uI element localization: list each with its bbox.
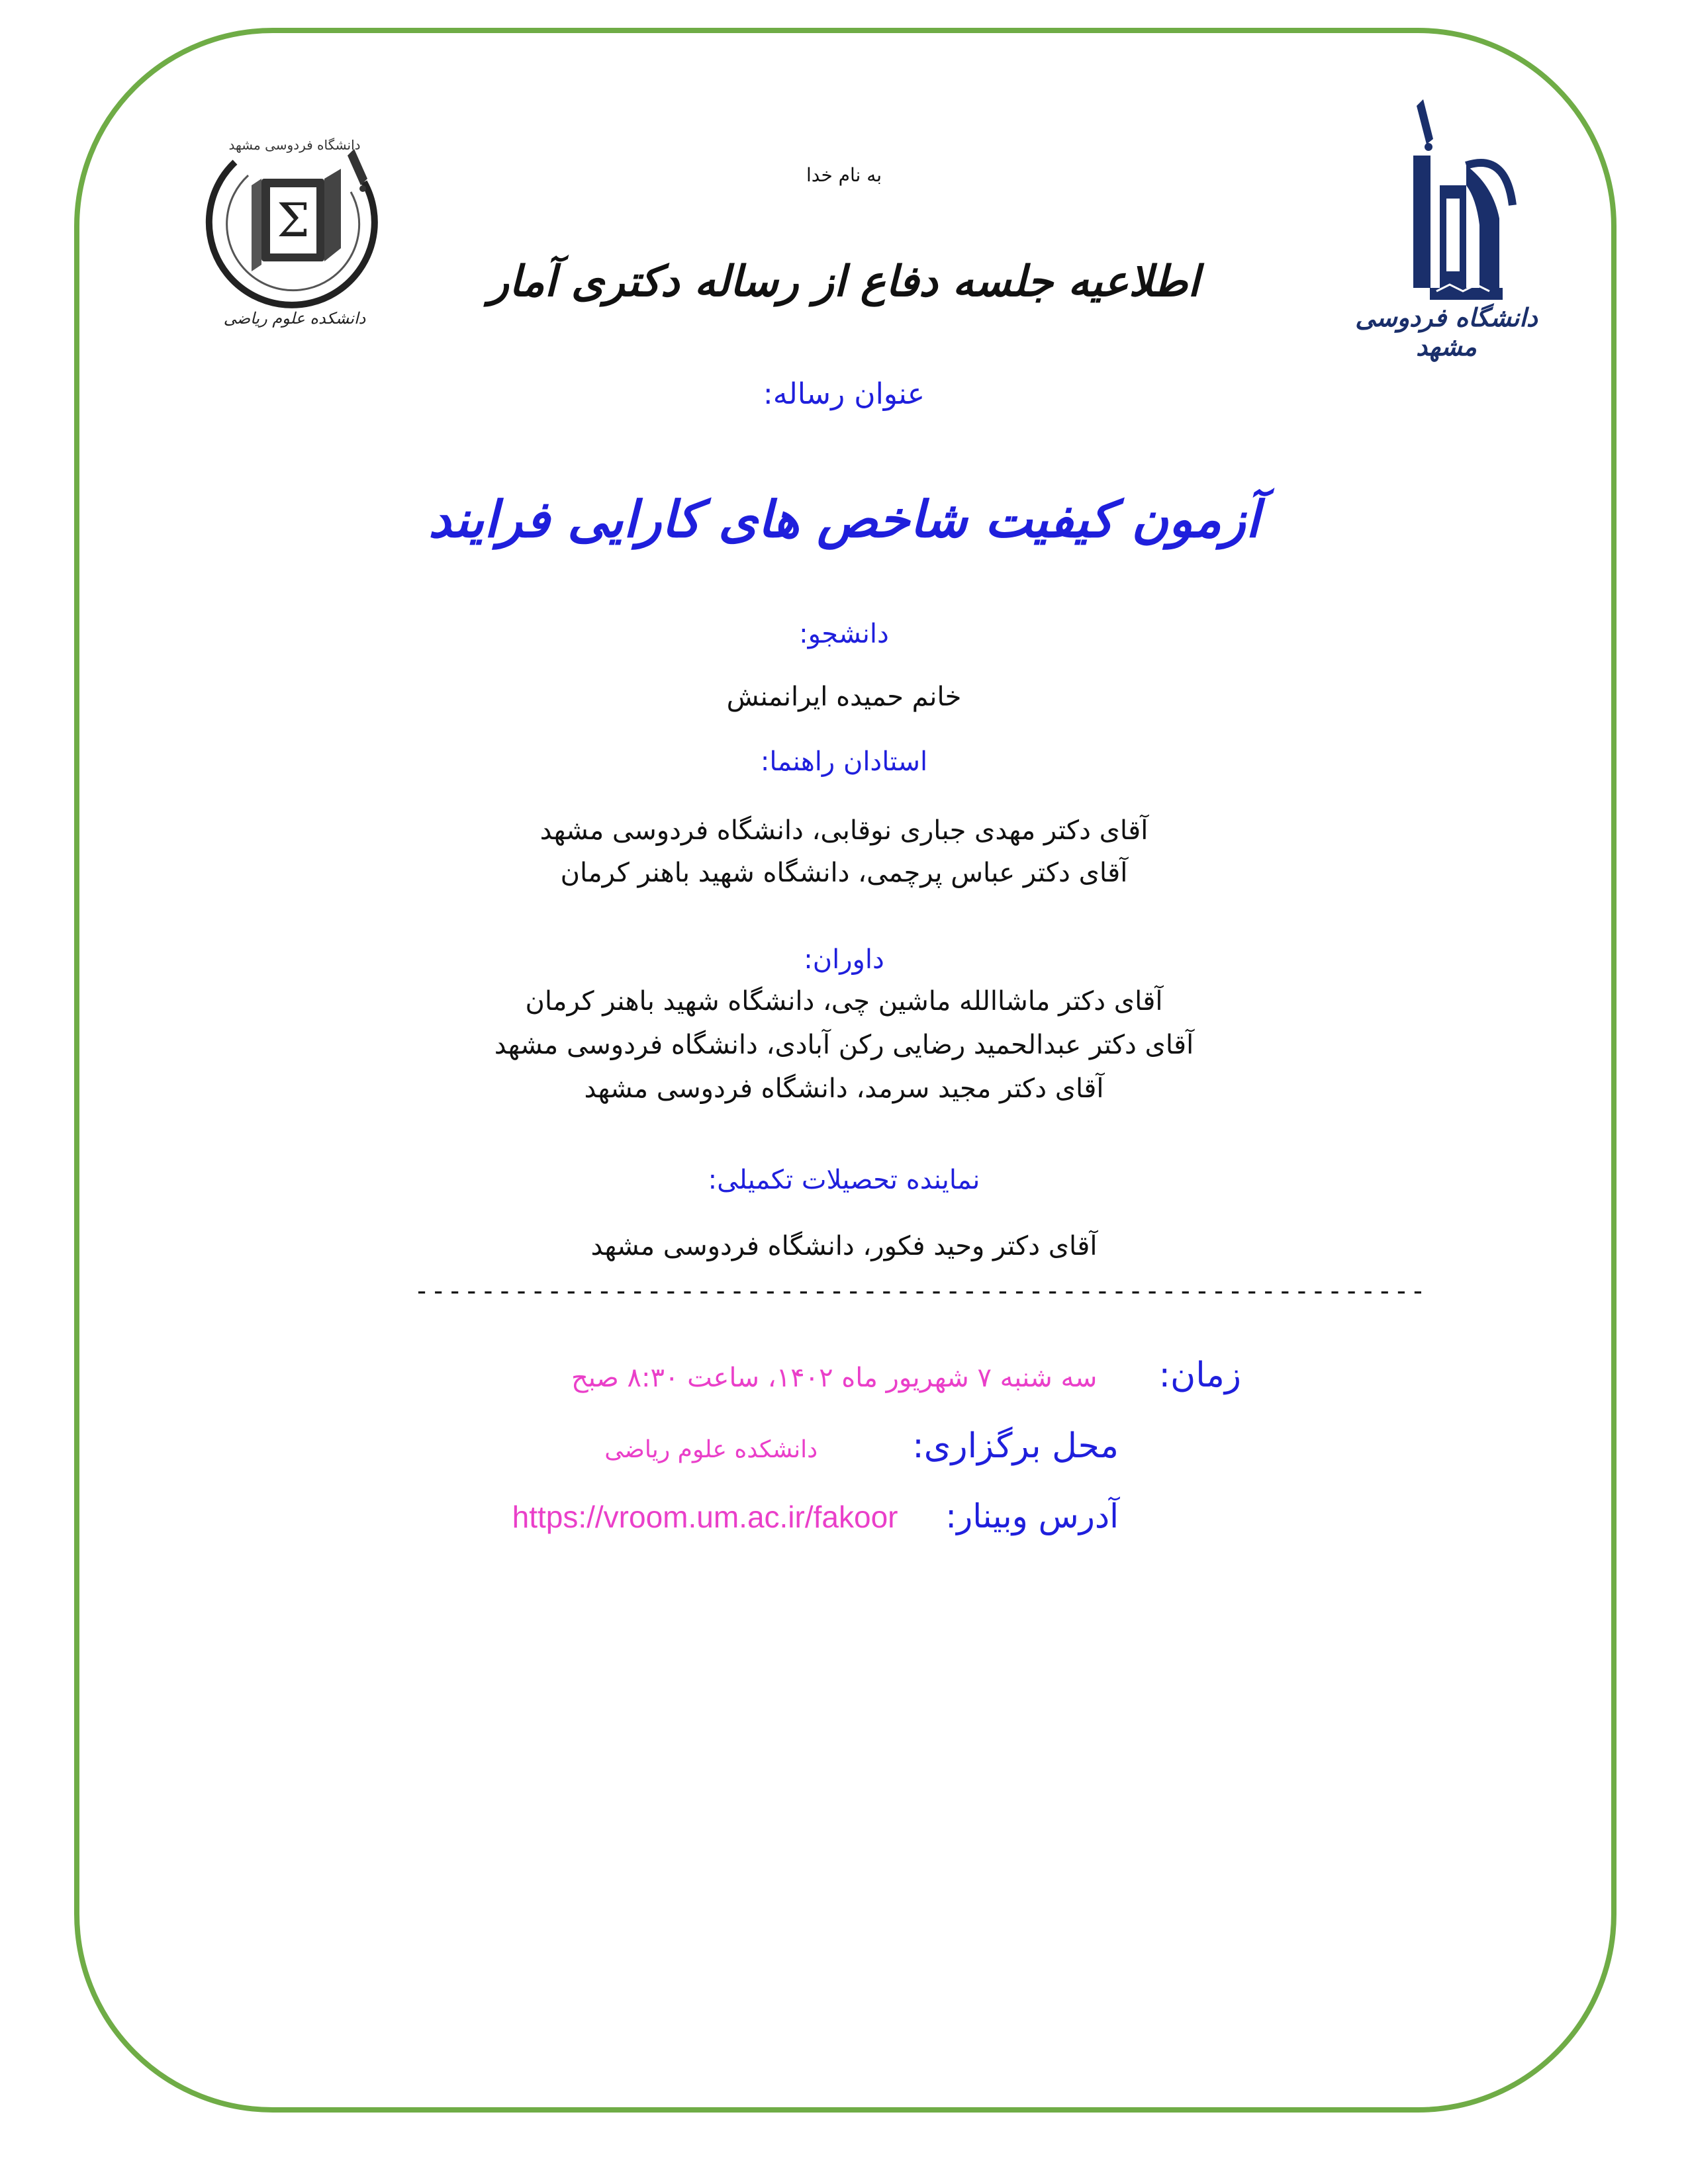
section-divider: -------------------------------------------------------------	[414, 1276, 1427, 1306]
page-title: اطلاعیه جلسه دفاع از رساله دکتری آمار	[488, 257, 1200, 306]
place-row	[604, 1426, 1119, 1466]
place-value: دانشکده علوم ریاضی	[604, 1436, 818, 1463]
svg-text:Σ: Σ	[277, 193, 310, 248]
faculty-logo-arc-text: دانشگاه فردوسی مشهد	[228, 137, 361, 153]
supervisor-line: آقای دکتر عباس پرچمی، دانشگاه شهید باهنر کرمان	[560, 858, 1128, 888]
referee-line: آقای دکتر عبدالحمید رضایی رکن آبادی، دانشگاه فردوسی مشهد	[494, 1030, 1194, 1060]
referee-line: آقای دکتر ماشاالله ماشین چی، دانشگاه شهید باهنر کرمان	[525, 986, 1163, 1017]
time-row	[571, 1355, 1241, 1395]
webinar-label: آدرس وبینار:	[945, 1497, 1119, 1535]
graduate-rep-label: نماینده تحصیلات تکمیلی:	[708, 1165, 980, 1195]
bismillah-text: به نام خدا	[806, 164, 882, 186]
place-label: محل برگزاری:	[912, 1426, 1119, 1466]
university-logo-caption: دانشگاه فردوسی مشهد	[1355, 303, 1538, 361]
time-value: سه شنبه ۷ شهریور ماه ۱۴۰۲، ساعت ۸:۳۰ صبح	[571, 1363, 1098, 1393]
referee-line: آقای دکتر مجید سرمد، دانشگاه فردوسی مشهد	[584, 1073, 1104, 1104]
faculty-logo	[199, 122, 391, 347]
student-label: دانشجو:	[799, 619, 889, 649]
student-name: خانم حمیده ایرانمنش	[726, 682, 962, 712]
webinar-link[interactable]: https://vroom.um.ac.ir/fakoor	[512, 1500, 898, 1534]
time-label: زمان:	[1158, 1355, 1241, 1395]
graduate-rep-name: آقای دکتر وحید فکور، دانشگاه فردوسی مشهد	[590, 1231, 1098, 1261]
university-logo	[1350, 93, 1549, 361]
referees-label: داوران:	[804, 944, 884, 975]
supervisors-label: استادان راهنما:	[760, 747, 928, 777]
thesis-title: آزمون کیفیت شاخص های کارایی فرایند	[428, 490, 1260, 549]
thesis-label: عنوان رساله:	[763, 377, 925, 411]
webinar-row	[512, 1497, 1119, 1535]
supervisor-line: آقای دکتر مهدی جباری نوقابی، دانشگاه فردوسی مشهد	[539, 815, 1149, 846]
faculty-logo-caption: دانشکده علوم ریاضی	[223, 309, 366, 328]
